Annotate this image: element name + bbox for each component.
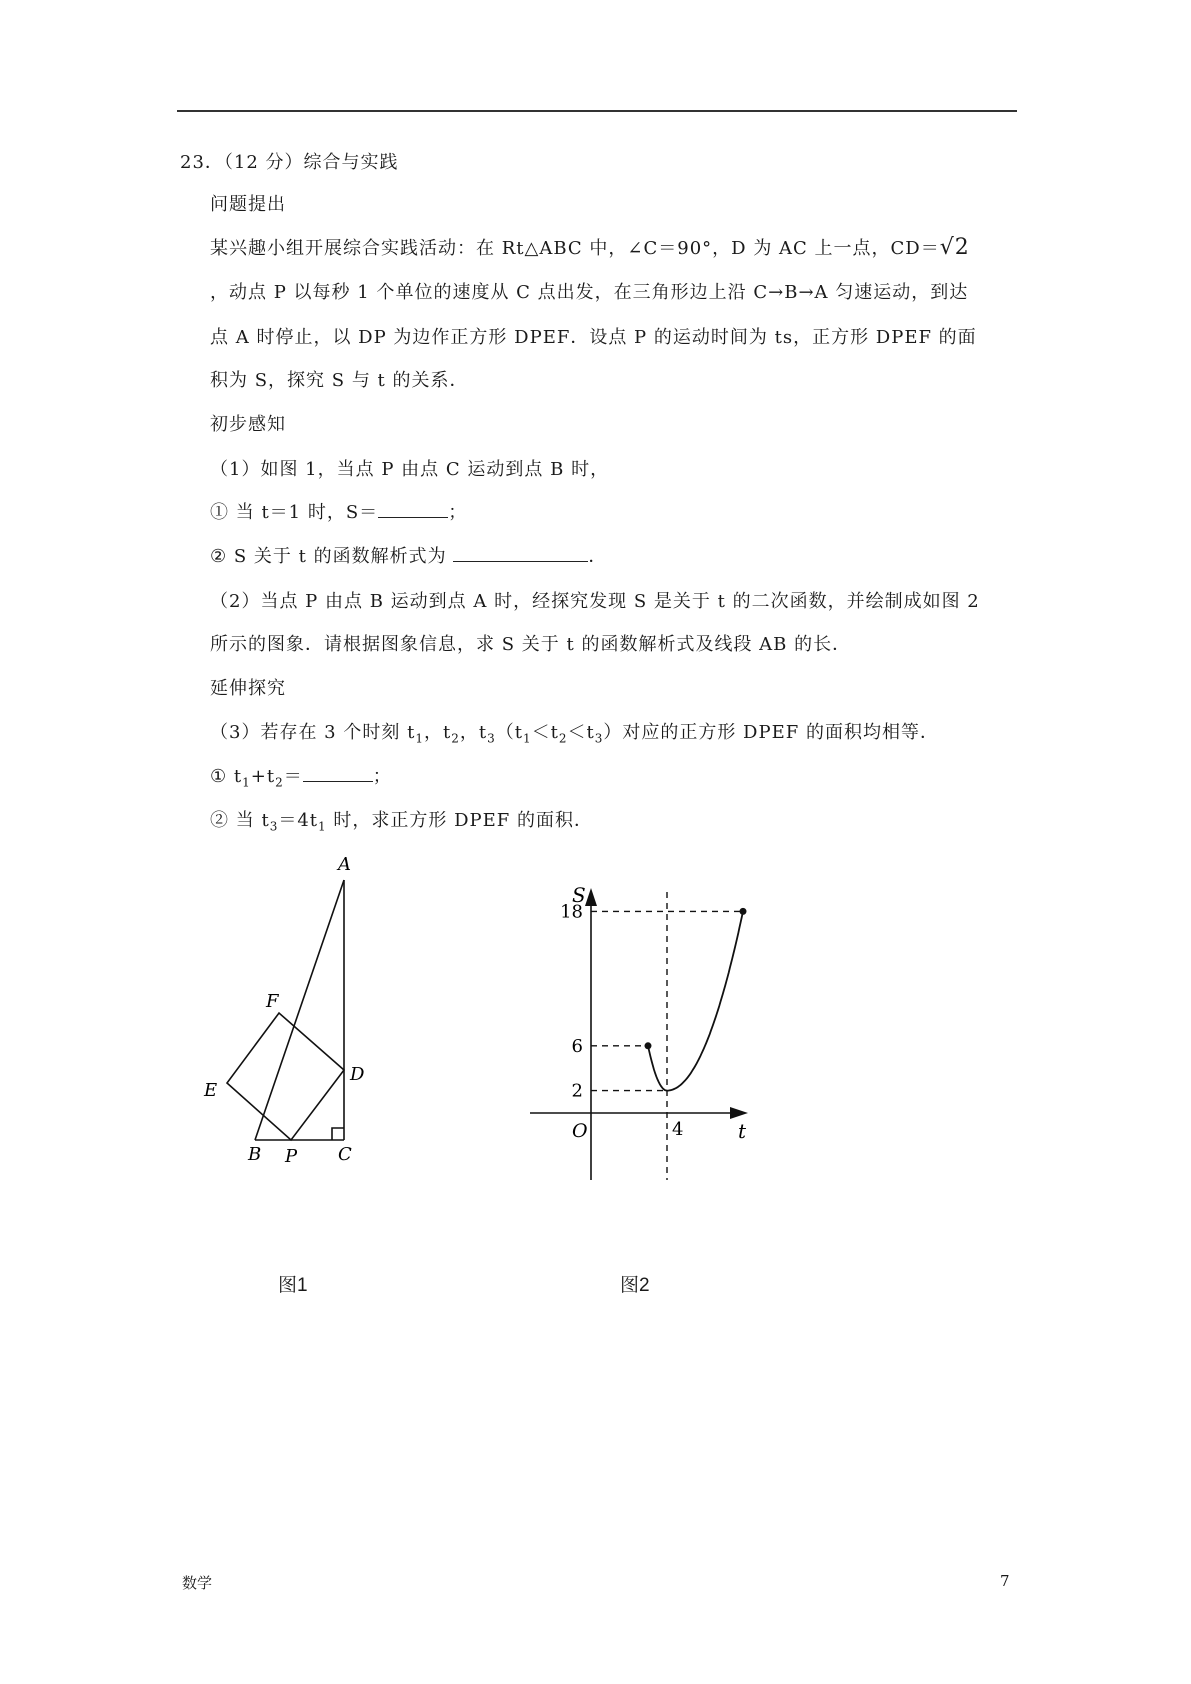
text: ① t <box>210 766 243 787</box>
label-c: C <box>338 1144 352 1165</box>
answer-blank[interactable] <box>378 501 448 518</box>
text: ＜t <box>531 722 559 743</box>
section-problem: 问题提出 <box>210 194 286 215</box>
start-point <box>645 1042 652 1049</box>
text: ； <box>372 766 392 787</box>
text: ，t <box>459 722 488 743</box>
x-axis-label: t <box>738 1119 747 1143</box>
figure-1-caption: 图1 <box>278 1275 308 1296</box>
end-point <box>740 908 747 915</box>
footer-subject: 数学 <box>182 1574 213 1592</box>
subscript: 2 <box>558 731 568 746</box>
text: ＜t <box>567 722 595 743</box>
part2-line-2: 所示的图象．请根据图象信息，求 S 关于 t 的函数解析式及线段 AB 的长． <box>210 634 852 655</box>
figure-2-graph <box>520 880 770 1210</box>
subscript: 1 <box>522 731 532 746</box>
text: 时，求正方形 DPEF 的面积． <box>326 810 593 831</box>
part1-q2-end: ． <box>588 546 608 567</box>
text: ② 当 t <box>210 810 270 831</box>
part1-q1 <box>210 498 467 524</box>
section-perception: 初步感知 <box>210 414 286 435</box>
subscript: 2 <box>451 731 460 746</box>
section-extension: 延伸探究 <box>210 678 286 699</box>
part1-q2-text: ② S 关于 t 的函数解析式为 <box>210 546 454 567</box>
y-axis-arrow <box>585 888 597 906</box>
stem-text-1: 某兴趣小组开展综合实践活动：在 Rt△ABC 中，∠C＝90°，D 为 AC 上一点，CD＝ <box>210 238 940 259</box>
text: +t <box>250 766 276 787</box>
stem-line-2: ，动点 P 以每秒 1 个单位的速度从 C 点出发，在三角形边上沿 C→B→A 匀速运动，到达 <box>210 282 969 303</box>
part1-q1-end: ； <box>448 502 468 523</box>
footer-page-number: 7 <box>1000 1572 1010 1590</box>
figure-1-triangle <box>190 840 380 1180</box>
subscript: 3 <box>594 731 604 746</box>
text: （3）若存在 3 个时刻 t <box>210 722 416 743</box>
x-axis-arrow <box>730 1107 748 1119</box>
y-tick-label: 18 <box>560 901 583 923</box>
sqrt-two: √2 <box>939 235 970 260</box>
stem-line-4: 积为 S，探究 S 与 t 的关系． <box>210 370 469 391</box>
part1-intro: （1）如图 1，当点 P 由点 C 运动到点 B 时， <box>210 459 610 480</box>
x-tick-label: 4 <box>672 1119 684 1140</box>
text: （t <box>495 722 523 743</box>
square-dpef <box>227 1013 344 1140</box>
label-d: D <box>350 1064 365 1085</box>
answer-blank[interactable] <box>453 545 588 562</box>
y-axis-label: S <box>572 883 586 907</box>
part3-q1 <box>210 762 392 790</box>
subscript: 1 <box>415 731 424 746</box>
subscript: 1 <box>242 775 251 790</box>
figure-2-caption: 图2 <box>620 1275 650 1296</box>
text: ＝ <box>283 766 303 787</box>
y-tick-label: 6 <box>571 1035 583 1057</box>
label-f: F <box>266 991 279 1012</box>
label-e: E <box>204 1080 218 1101</box>
subscript: 2 <box>275 775 284 790</box>
question-number-line: 23．（12 分）综合与实践 <box>180 152 399 173</box>
y-tick-label: 2 <box>571 1080 583 1102</box>
stem-line-1 <box>210 234 970 260</box>
origin-label: O <box>572 1120 588 1142</box>
label-p: P <box>285 1146 298 1167</box>
part3-q2 <box>210 806 593 834</box>
text: ＝4t <box>278 810 319 831</box>
right-angle-mark <box>332 1128 344 1140</box>
part2-line-1: （2）当点 P 由点 B 运动到点 A 时，经探究发现 S 是关于 t 的二次函数，并绘制成如图 2 <box>210 591 980 612</box>
subscript: 3 <box>269 819 279 834</box>
stem-line-3: 点 A 时停止，以 DP 为边作正方形 DPEF．设点 P 的运动时间为 ts，正方形 DPEF 的面 <box>210 327 977 348</box>
text: ）对应的正方形 DPEF 的面积均相等． <box>603 722 939 743</box>
part3-intro <box>210 718 939 746</box>
part1-q1-text: ① 当 t＝1 时，S＝ <box>210 502 379 523</box>
parabola-curve <box>648 911 743 1090</box>
header-rule <box>177 110 1017 112</box>
part1-q2 <box>210 542 607 568</box>
subscript: 3 <box>487 731 496 746</box>
text: ，t <box>423 722 452 743</box>
label-b: B <box>248 1144 262 1165</box>
subscript: 1 <box>318 819 327 834</box>
answer-blank[interactable] <box>303 765 373 782</box>
label-a: A <box>338 854 351 875</box>
